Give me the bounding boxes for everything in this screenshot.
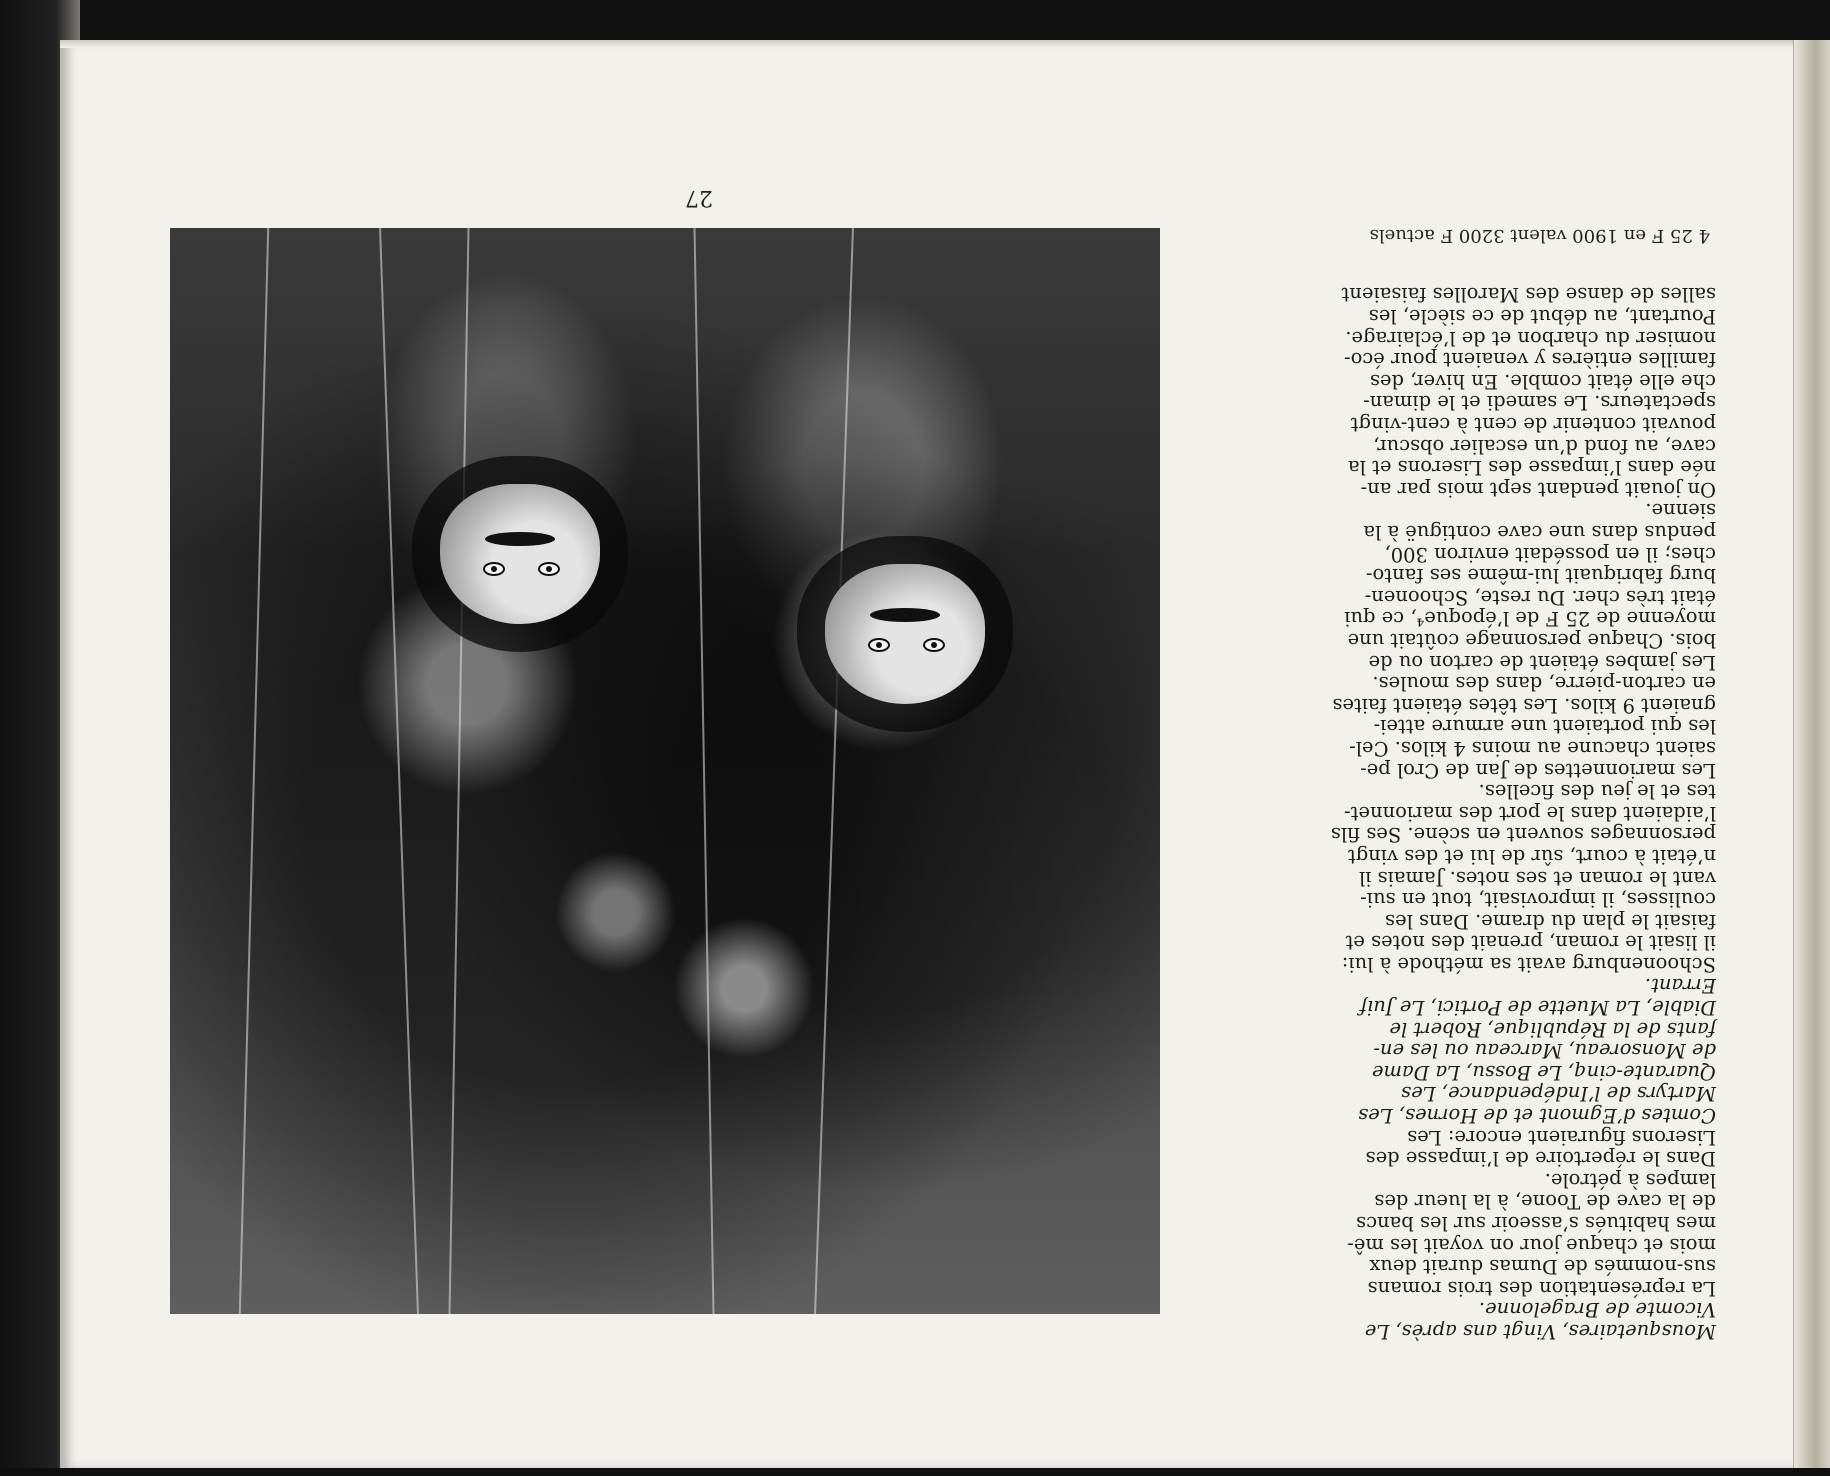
text-line: sus-nommés de Dumas durait deux [1369,1255,1716,1279]
text-line: mois et chaque jour on voyait les mê- [1347,1233,1716,1257]
text-line: pouvait contenir de cent à cent-vingt [1350,413,1716,437]
scanner-shadow-bottom [0,1468,1830,1476]
text-line: de la cave de Toone, à la lueur des [1374,1190,1716,1214]
text-line: gnaient 9 kilos. Les têtes étaient faites [1332,693,1716,717]
text-line: en carton-pierre, dans des moules. [1372,672,1716,696]
text-line: ches; il en possédait environ 300, [1384,542,1716,566]
text-line: On jouait pendant sept mois par an- [1360,477,1716,501]
eye-icon [923,638,945,652]
text-line: spectateurs. Le samedi et le diman- [1363,391,1716,415]
eye-icon [868,638,890,652]
text-line: née dans l’impasse des Liserons et la [1348,456,1716,480]
text-line: bois. Chaque personnage coûtait une [1347,629,1716,652]
text-line: saient chacune au moins 4 kilos. Cel- [1349,736,1716,760]
text-line: Mousquetaires, Vingt ans après, Le [1364,1320,1716,1343]
text-line: sienne. [1645,499,1716,523]
text-line: La représentation des trois romans [1367,1276,1716,1300]
marionette-face-right [440,484,600,624]
text-line: coulisses, il improvisait, tout en sui- [1360,888,1716,912]
footnote: 4 25 F en 1900 valent 3200 F actuels [1369,225,1710,246]
book-spine [1793,40,1830,1470]
text-line: fants de la République, Robert le [1389,1017,1716,1041]
mustache-icon [870,608,940,622]
text-line: personnages souvent en scène. Ses fils [1330,823,1716,847]
text-line: tes et le jeu des ficelles. [1478,780,1716,804]
text-line: familles entières y venaient pour éco- [1344,348,1716,372]
text-line: n’était à court, sûr de lui et des vingt [1347,844,1716,868]
text-line: Diable, La Muette de Portici, Le Juif [1359,996,1716,1020]
text-line: cave, au fond d’un escalier obscur, [1373,434,1716,458]
text-line: moyenne de 25 F de l’époque⁴, ce qui [1344,607,1716,631]
text-line: vant le roman et ses notes. Jamais il [1358,866,1716,890]
page-top-edge [60,40,1830,48]
text-line: l’aidaient dans le port des marionnet- [1344,801,1716,825]
eye-icon [483,562,505,576]
page-number: 27 [685,185,713,210]
text-line: burg fabriquait lui-même ses fanto- [1365,564,1716,588]
text-line: de Monsoreau, Marceau ou les en- [1373,1039,1716,1063]
photo-highlights [170,228,1160,1314]
text-line: Martyrs de l’Indépendance, Les [1401,1082,1716,1106]
body-text [1236,262,1716,1342]
text-line: Pourtant, au début de ce siècle, les [1368,305,1716,329]
text-column [1236,284,1716,1342]
text-line: che elle était comble. En hiver, des [1369,369,1716,393]
mustache-icon [485,532,555,546]
text-line: Comtes d’Egmont et de Hornes, Les [1358,1104,1716,1128]
text-line: Quarante-cinq, Le Bossu, La Dame [1371,1060,1716,1084]
text-line: Les jambes étaient de carton ou de [1368,650,1716,674]
text-line: nomiser du charbon et de l’éclairage. [1345,326,1716,350]
text-line: Les marionnettes de Jan de Crol pe- [1360,758,1716,782]
text-line: il lisait le roman, prenait des notes et [1345,931,1716,955]
eye-icon [538,562,560,576]
text-line: Dans le répertoire de l’impasse des [1365,1147,1716,1171]
text-line: pendus dans une cave contiguë à la [1363,521,1716,545]
text-line: Schoonenburg avait sa méthode à lui: [1341,952,1716,976]
text-line: faisait le plan du drame. Dans les [1385,909,1716,933]
text-line: lampes à pétrole. [1544,1168,1716,1192]
marionette-photo [170,228,1160,1314]
text-line: salles de danse des Marolles faisaient [1341,283,1716,307]
text-line: mes habitués s’asseoir sur les bancs [1356,1212,1716,1236]
text-line: Vicomte de Bragelonne. [1478,1298,1716,1322]
text-line: les qui portaient une armure attei- [1373,715,1716,739]
text-line: était très cher. Du reste, Schoonen- [1364,585,1716,609]
text-line: Liserons figuraient encore: Les [1407,1125,1716,1149]
marionette-face-left [825,564,985,704]
text-line: Errant. [1644,974,1716,998]
